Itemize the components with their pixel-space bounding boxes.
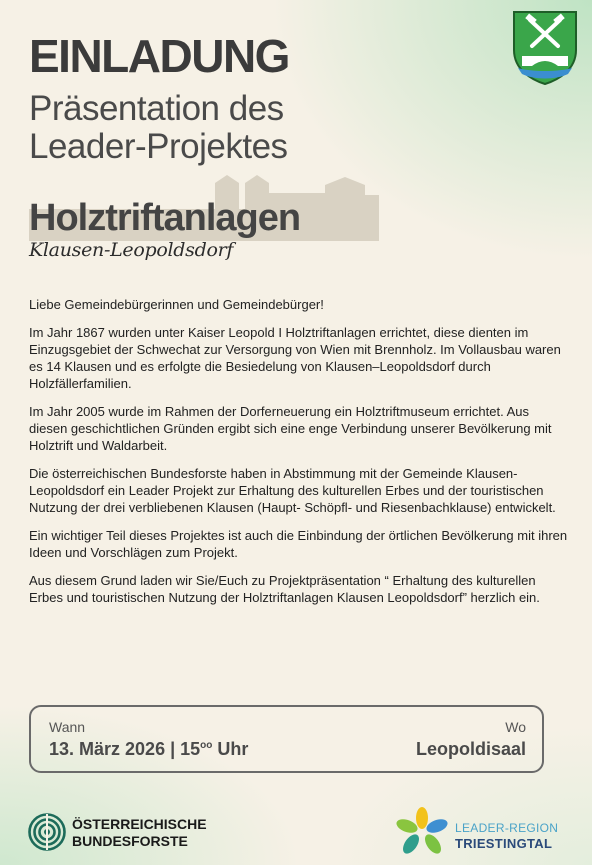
page-title: EINLADUNG (29, 30, 289, 82)
leader-region-name: TRIESTINGTAL (455, 836, 553, 851)
project-name: Holztriftanlagen (29, 197, 301, 239)
bundesforste-logo-icon (27, 812, 67, 852)
leader-region-logo-icon (395, 806, 449, 858)
body-paragraph: Im Jahr 2005 wurde im Rahmen der Dorferneuerung ein Holztriftmuseum errichtet. Aus diesen geschichtlichen Gründen ergibt sich eine enge Verbindung unserer Bevölkerung mit Holztrift und Waldarbeit. (29, 404, 552, 453)
body-paragraph: Im Jahr 1867 wurden unter Kaiser Leopold I Holztriftanlagen errichtet, diese dienten im Einzugsgebiet der Schwechat zur Versorgung von Wien mit Brennholz. Im Vollausbau waren es 14 Klausen und es erfolgte die Besiedelung von Klausen–Leopoldsdorf durch Holzfällerfamilien. (29, 325, 561, 391)
body-paragraph: Liebe Gemeindebürgerinnen und Gemeindebürger! (29, 297, 324, 312)
body-paragraph: Aus diesem Grund laden wir Sie/Euch zu Projektpräsentation “ Erhaltung des kulturellen Erbes und touristischen Nutzung der Holztriftanlagen Klausen Leopoldsdorf” herzlich ein. (29, 573, 540, 605)
body-paragraph: Die österreichischen Bundesforste haben in Abstimmung mit der Gemeinde Klausen-Leopoldsdorf ein Leader Projekt zur Erhaltung des kulturellen Erbes und der touristischen Nutzung der drei verbliebenen Klausen (Haupt- Schöpfl- und Riesenbachklause) entwickelt. (29, 466, 556, 515)
when-label: Wann (49, 719, 86, 735)
page-subtitle (29, 90, 288, 166)
event-details-box (29, 705, 544, 773)
invitation-body (29, 296, 569, 617)
bundesforste-line: BUNDESFORSTE (72, 833, 188, 849)
event-time-suffix: Uhr (212, 739, 249, 759)
body-paragraph: Ein wichtiger Teil dieses Projektes ist auch die Einbindung der örtlichen Bevölkerung mit ihren Ideen und Vorschlägen zum Projekt. (29, 528, 568, 560)
coat-of-arms-icon (512, 10, 578, 86)
leader-region-wordmark (455, 820, 558, 852)
subtitle-line: Leader-Projektes (29, 127, 288, 166)
event-venue: Leopoldisaal (415, 739, 526, 759)
bundesforste-wordmark (72, 816, 207, 850)
where-label: Wo (505, 719, 526, 735)
leader-region-line: LEADER-REGION (455, 821, 559, 835)
subtitle-line: Präsentation des (29, 89, 284, 128)
event-time-minutes: oo (200, 740, 213, 751)
event-date-time (49, 739, 248, 760)
event-date: 13. März 2026 | 15 (49, 739, 201, 759)
project-location: Klausen-Leopoldsdorf (29, 239, 234, 261)
bundesforste-line: ÖSTERREICHISCHE (72, 816, 207, 832)
